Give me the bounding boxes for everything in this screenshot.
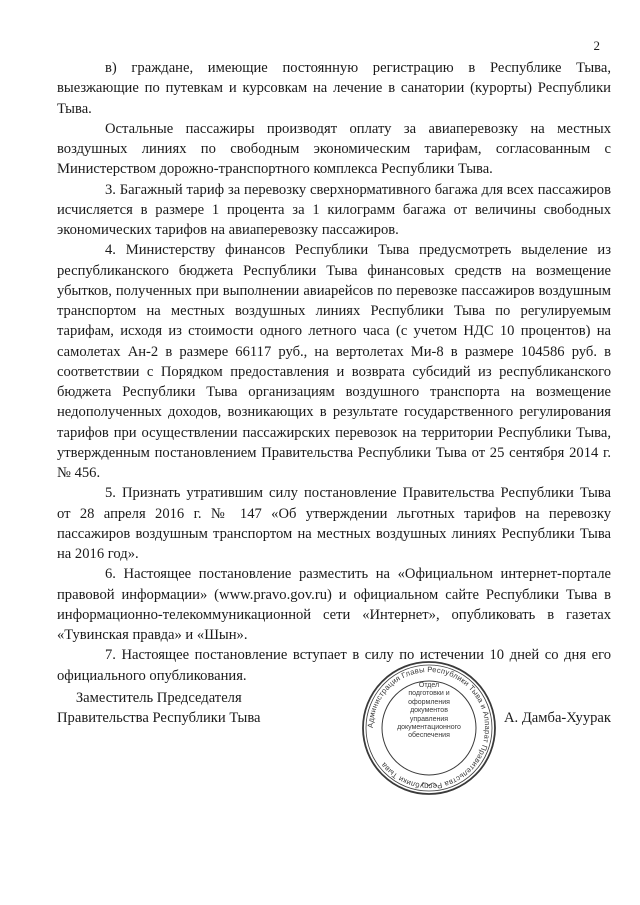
paragraph-7: 7. Настоящее постановление вступает в силу по истечении 10 дней со дня его официального опубликования. xyxy=(57,647,611,684)
paragraph-4: 4. Министерству финансов Республики Тыва предусмотреть выделение из республиканского бюджета Республики Тыва финансовых средств на возмещение убытков, полученных при выполнении авиарейсов по перевозке пассажиров воздушным транспортом на местных воздушных линиях Республики Тыва по регулируемым тарифам, исходя из стоимости одного летного часа (с учетом НДС 10 процентов) на самолетах Ан-2 в размере 66117 руб., на вертолетах Ми-8 в размере 104586 руб. в соответствии с Порядком предоставления и возврата субсидий из республиканского бюджета Республики Тыва организациям воздушного транспорта на возмещение недополученных доходов, возникающих в результате государственного регулирования тарифов при осуществлении пассажирских перевозок на территории Республики Тыва, утвержденным постановлением Правительства Республики Тыва от 25 сентября 2014 г. № 456. xyxy=(57,242,611,481)
stamp-center-line: подготовки и xyxy=(408,690,450,698)
document-body xyxy=(57,58,611,686)
stamp-ring-text: Администрация Главы Республики Тыва и Аппарат Правительства Республики Тыва xyxy=(365,664,493,792)
official-stamp xyxy=(359,658,499,798)
paragraph-5: 5. Признать утратившим силу постановление Правительства Республики Тыва от 28 апреля 2016 г. № 147 «Об утверждении льготных тарифов на перевозку пассажиров воздушным транспортом на местных воздушных линиях Республики Тыва на 2016 год». xyxy=(57,485,611,562)
signatory-title-line-1: Заместитель Председателя xyxy=(75,690,242,706)
stamp-center-line: Отдел xyxy=(418,682,440,689)
signatory-title xyxy=(57,688,261,728)
stamp-center-text xyxy=(389,682,469,741)
paragraph-2v: в) граждане, имеющие постоянную регистрацию в Республике Тыва, выезжающие по путевкам и курсовкам на лечение в санатории (курорты) Республики Тыва. xyxy=(57,60,611,117)
page-number: 2 xyxy=(593,38,600,53)
paragraph-3: 3. Багажный тариф за перевозку сверхнормативного багажа для всех пассажиров исчисляется в размере 1 процента за 1 килограмм багажа от величины свободных экономических тарифов на авиаперевозку пассажиров. xyxy=(57,181,611,238)
paragraph-6: 6. Настоящее постановление разместить на «Официальном интернет-портале правовой информации» (www.pravo.gov.ru) и официальном сайте Республики Тыва в информационно-телекоммуникационной сети «Интернет», опубликовать в газетах «Тувинская правда» и «Шын». xyxy=(57,566,611,643)
signatory-name: А. Дамба-Хуурак xyxy=(504,710,611,726)
stamp-center-line: управления xyxy=(409,715,449,723)
paragraph-other-passengers: Остальные пассажиры производят оплату за авиаперевозку на местных воздушных линиях по свободным экономическим тарифам, согласованным с Министерством дорожно-транспортного комплекса Республики Тыва. xyxy=(57,120,611,178)
signatory-title-line-2: Правительства Республики Тыва xyxy=(57,710,261,726)
stamp-center-line: оформления документов xyxy=(408,698,450,715)
stamp-center-line: обеспечения xyxy=(408,732,450,740)
stamp-center-line: документационного xyxy=(397,724,461,732)
